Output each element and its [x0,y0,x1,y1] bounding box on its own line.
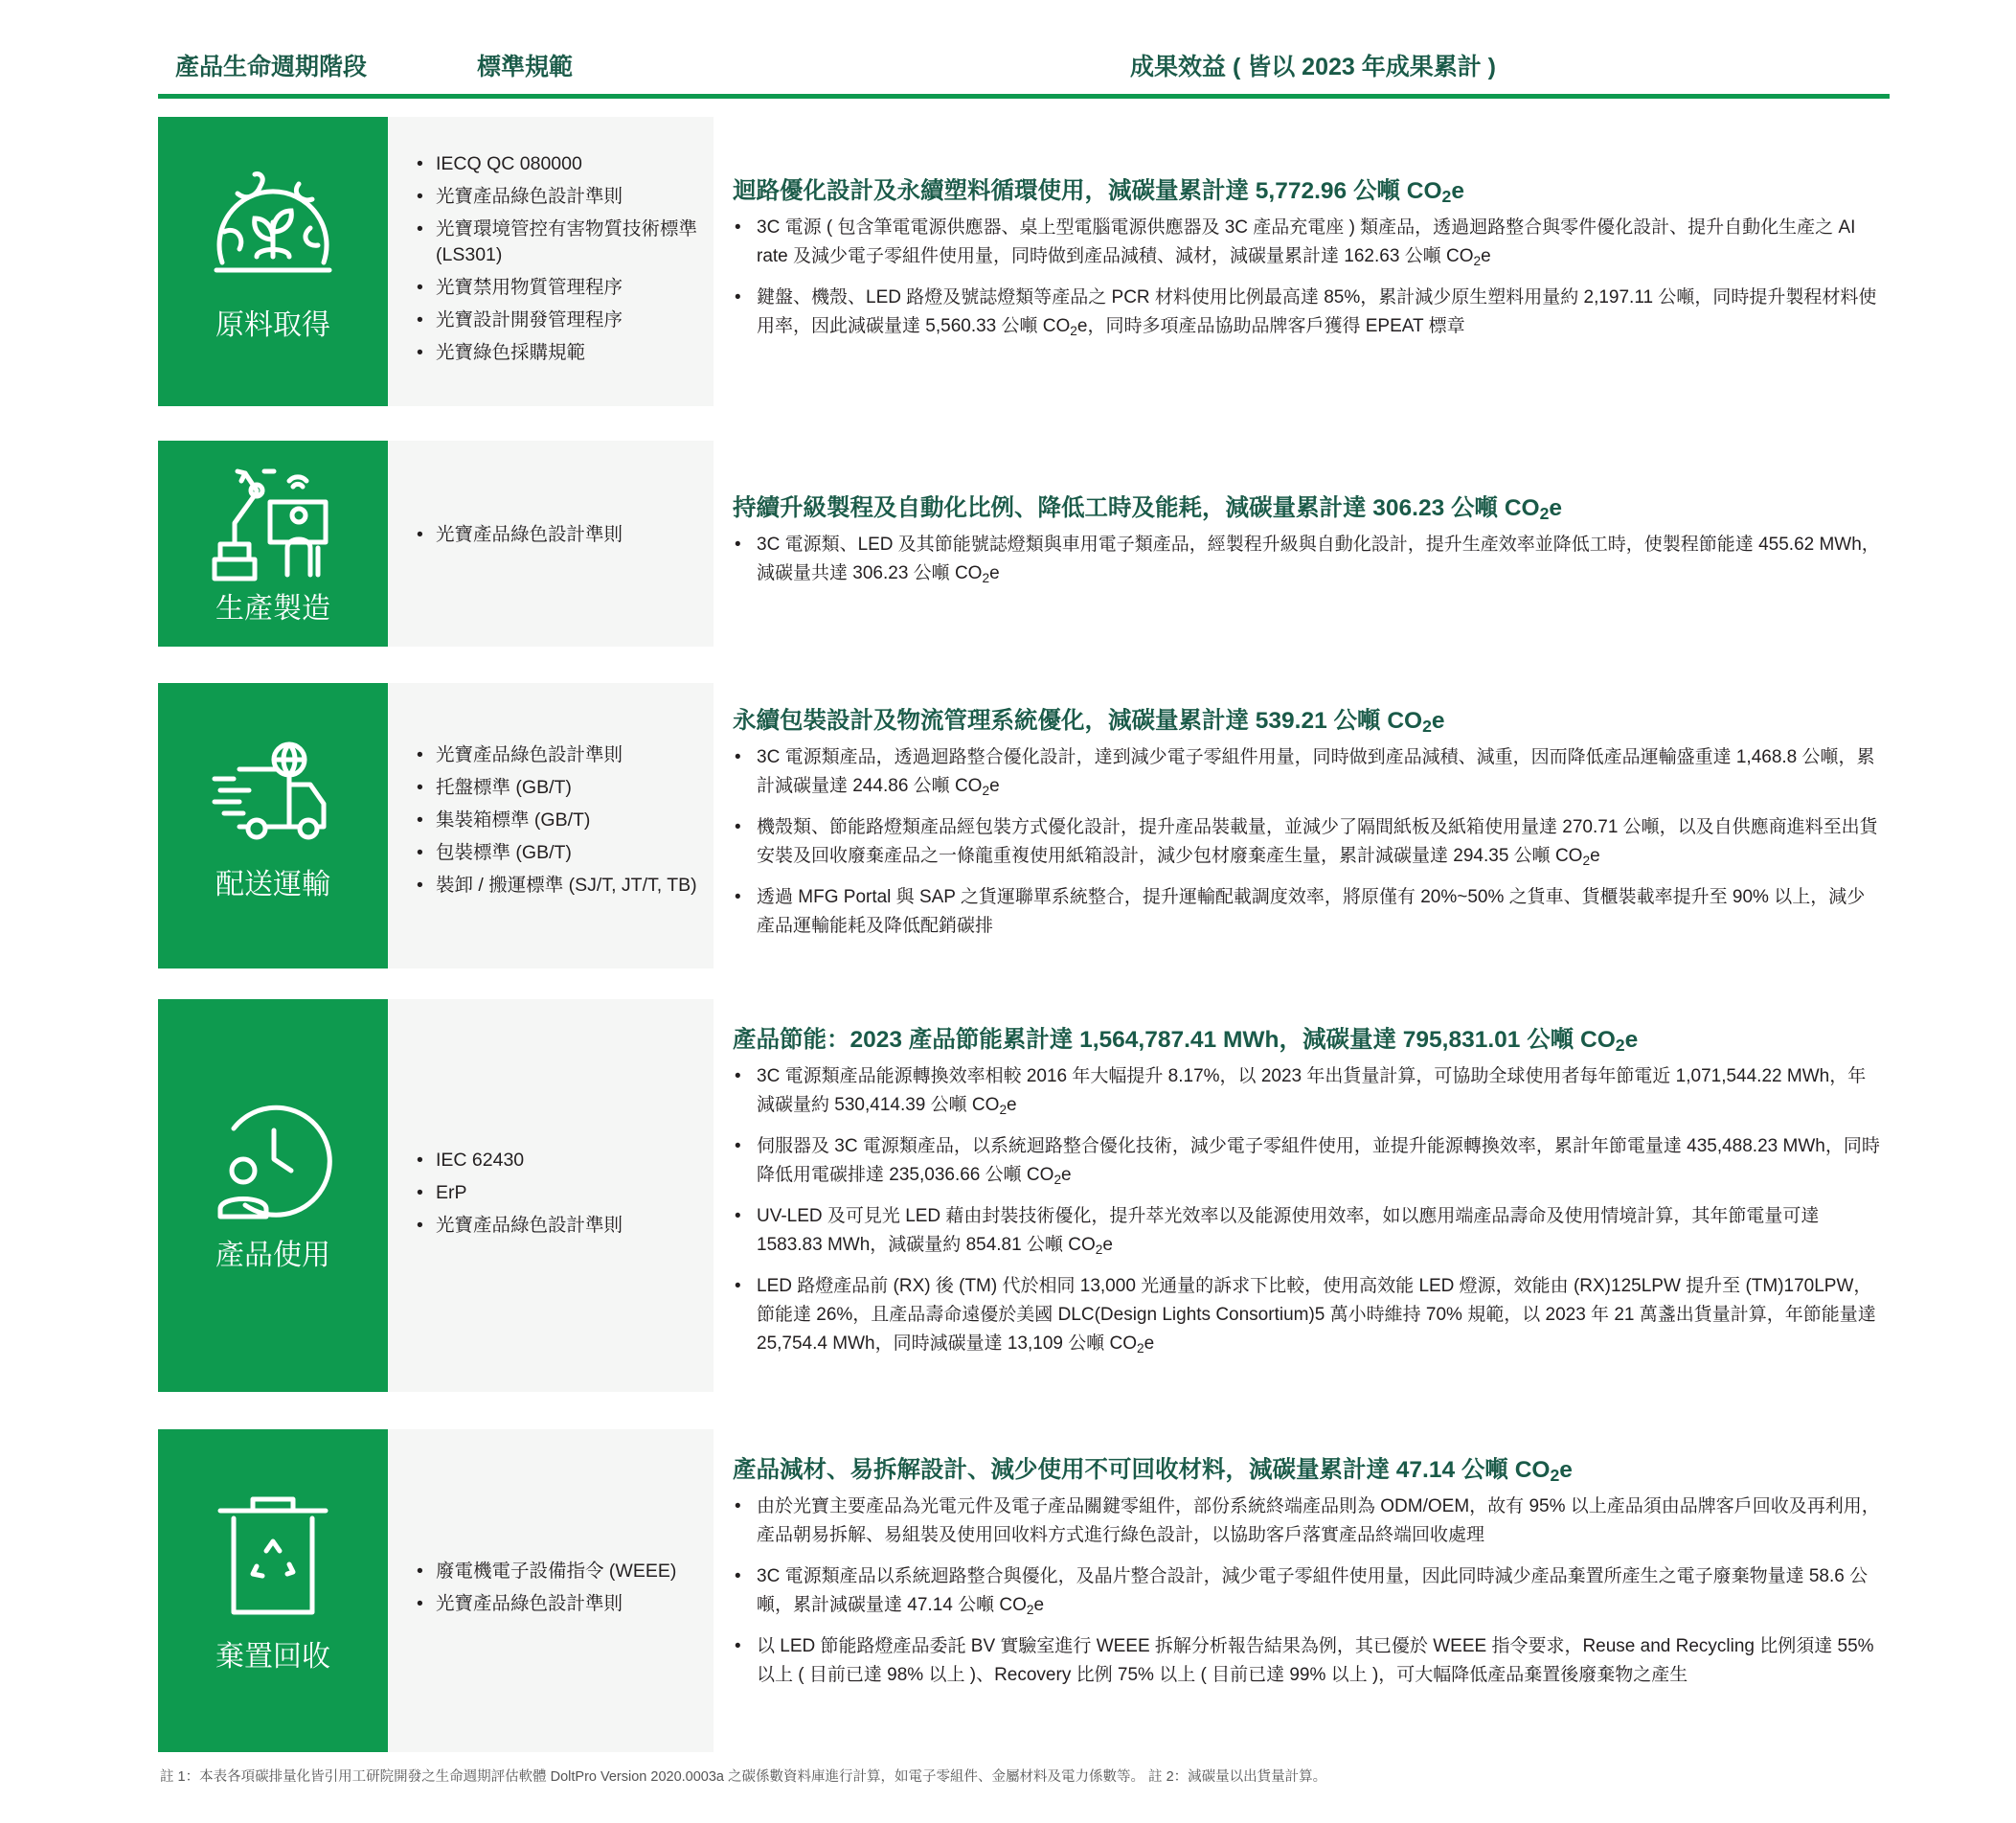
stage-label: 生產製造 [215,593,330,625]
result-title: 迴路優化設計及永續塑料循環使用，減碳量累計達 5,772.96 公噸 CO2e [733,178,1464,206]
results-cell [733,1025,1882,1371]
footnote: 註 1：本表各項碳排量化皆引用工研院開發之生命週期評估軟體 DoltPro Version 2020.0003a 之碳係數資料庫進行計算，如電子零組件、金屬材料及電力係數等。 註 2：減碳量以出貨量計算。 [160,1769,1327,1785]
standards-list [388,1559,714,1624]
standard-item: • 光寶產品綠色設計準則 [417,1213,714,1239]
standard-item: • ErP [417,1180,714,1206]
result-item: • UV-LED 及可見光 LED 藉由封裝技術優化，提升萃光效率以及能源使用效率，如以應用端產品壽命及使用情境計算，其年節電量可達 1583.83 MWh，減碳量約 854.81 公噸 $CO_2e$ [733,1202,1882,1261]
result-title: 產品節能：2023 產品節能累計達 1,564,787.41 MWh，減碳量達 795,831.01 公噸 CO2e [733,1027,1639,1055]
standards-list [388,522,714,555]
stage-label: 原料取得 [215,309,330,341]
result-item: • 3C 電源類、LED 及其節能號誌燈類與車用電子類產品，經製程升級與自動化設計，提升生產效率並降低工時，使製程節能達 455.62 MWh，減碳量共達 306.23 公噸 $CO_2e$ [733,531,1882,589]
standards-list [388,1148,714,1245]
results-cell [733,493,1882,601]
standard-item: • 裝卸 / 搬運標準 (SJ/T, JT/T, TB) [417,873,714,899]
result-item: • 伺服器及 3C 電源類產品，以系統迴路整合優化技術，減少電子零組件使用，並提升能源轉換效率，累計年節電量達 435,488.23 MWh，同時降低用電碳排達 235,036.66 公噸 $CO_2e$ [733,1132,1882,1191]
stage-cell [158,1429,388,1752]
stage-label: 配送運輸 [215,869,330,900]
robot-arm-icon [211,460,335,584]
standard-item: • 光寶產品綠色設計準則 [417,184,714,210]
row-distribution [158,683,1890,968]
standards-cell [388,441,714,647]
header-stage: 產品生命週期階段 [175,54,368,80]
standards-cell [388,117,714,406]
standard-item: • 光寶綠色採購規範 [417,340,714,366]
recycle-bin-icon [211,1492,335,1616]
header-results: 成果效益 ( 皆以 2023 年成果累計 ) [1130,54,1496,80]
result-item: • 由於光寶主要產品為光電元件及電子產品關鍵零組件，部份系統終端產品則為 ODM/OEM，故有 95% 以上產品須由品牌客戶回收及再利用，產品朝易拆解、易組裝及使用回收料方式進行綠色設計，以協助客戶落實產品終端回收處理 [733,1493,1882,1551]
results-cell [733,176,1882,353]
result-item: • 透過 MFG Portal 與 SAP 之貨運聯單系統整合，提升運輸配載調度效率，將原僅有 20%~50% 之貨車、貨櫃裝載率提升至 90% 以上，減少產品運輸能耗及降低配銷碳排 [733,883,1882,942]
result-item: • 以 LED 節能路燈產品委託 BV 實驗室進行 WEEE 拆解分析報告結果為例，其已優於 WEEE 指令要求，Reuse and Recycling 比例須達 55% 以上 ( 目前已達 98% 以上 )、Recovery 比例 75% 以上 ( 目前已達 99% 以上 )，可大幅降低產品棄置後廢棄物之產生 [733,1632,1882,1691]
stage-label: 棄置回收 [215,1641,330,1673]
results-cell [733,1455,1882,1702]
stage-cell [158,441,388,647]
standards-cell [388,683,714,968]
row-product-use [158,999,1890,1392]
stage-label: 產品使用 [215,1240,330,1271]
result-title: 產品減材、易拆解設計、減少使用不可回收材料，減碳量累計達 47.14 公噸 CO2e [733,1457,1573,1485]
standard-item: • 托盤標準 (GB/T) [417,775,714,801]
standards-list [388,742,714,905]
result-item: • 3C 電源類產品能源轉換效率相較 2016 年大幅提升 8.17%，以 2023 年出貨量計算，可協助全球使用者每年節電近 1,071,544.22 MWh，年減碳量約 530,414.39 公噸 $CO_2e$ [733,1062,1882,1121]
result-item: • 鍵盤、機殼、LED 路燈及號誌燈類等產品之 PCR 材料使用比例最高達 85%，累計減少原生塑料用量約 2,197.11 公噸，同時提升製程材料使用率，因此減碳量達 5,560.33 公噸 $CO_2e$，同時多項產品協助品牌客戶獲得 EPEAT 標章 [733,284,1882,342]
standards-list [388,151,714,373]
row-manufacturing [158,441,1890,647]
standard-item: • IEC 62430 [417,1148,714,1174]
result-item: • 機殼類、節能路燈類產品經包裝方式優化設計，提升產品裝載量，並減少了隔間紙板及紙箱使用量達 270.71 公噸，以及自供應商進料至出貨安裝及回收廢棄產品之一條龍重複使用紙箱設計，減少包材廢棄產生量，累計減碳量達 294.35 公噸 $CO_2e$ [733,813,1882,872]
result-list [733,214,1882,342]
header-standards: 標準規範 [477,54,574,80]
table-header [158,38,1890,99]
result-item: • 3C 電源類產品，透過迴路整合優化設計，達到減少電子零組件用量，同時做到產品減積、減重，因而降低產品運輸盛重達 1,468.8 公噸，累計減碳量達 244.86 公噸 $CO_2e$ [733,743,1882,802]
standards-cell [388,999,714,1392]
standard-item: • 光寶產品綠色設計準則 [417,522,714,548]
stage-cell [158,117,388,406]
stage-cell [158,683,388,968]
standard-item: • 光寶環境管控有害物質技術標準 (LS301) [417,216,714,268]
standard-item: • 光寶產品綠色設計準則 [417,742,714,768]
standard-item: • IECQ QC 080000 [417,151,714,177]
result-title: 持續升級製程及自動化比例、降低工時及能耗，減碳量累計達 306.23 公噸 CO2e [733,495,1563,523]
globe-plant-icon [211,165,335,289]
result-title: 永續包裝設計及物流管理系統優化，減碳量累計達 539.21 公噸 CO2e [733,708,1445,736]
result-list [733,1062,1882,1359]
result-list [733,743,1882,942]
standard-item: • 包裝標準 (GB/T) [417,840,714,866]
user-clock-icon [211,1100,335,1224]
standard-item: • 光寶設計開發管理程序 [417,308,714,333]
standards-cell [388,1429,714,1752]
result-item: • 3C 電源 ( 包含筆電電源供應器、桌上型電腦電源供應器及 3C 產品充電座 ) 類產品，透過迴路整合與零件優化設計、提升自動化生產之 AI rate 及減少電子零組件使用量，同時做到產品減積、減材，減碳量累計達 162.63 公噸 $CO_2e$ [733,214,1882,272]
standard-item: • 廢電機電子設備指令 (WEEE) [417,1559,714,1584]
standard-item: • 集裝箱標準 (GB/T) [417,808,714,833]
results-cell [733,706,1882,953]
row-raw-materials [158,117,1890,406]
stage-cell [158,999,388,1392]
result-list [733,531,1882,589]
result-item: • LED 路燈產品前 (RX) 後 (TM) 代於相同 13,000 光通量的訴求下比較，使用高效能 LED 燈源，效能由 (RX)125LPW 提升至 (TM)170LPW，節能達 26%，且產品壽命遠優於美國 DLC(Design Lights Consortium)5 萬小時維持 70% 規範，以 2023 年 21 萬盞出貨量計算，年節能量達 25,754.4 MWh，同時減碳量達 13,109 公噸 $CO_2e$ [733,1272,1882,1359]
result-item: • 3C 電源類產品以系統迴路整合與優化，及晶片整合設計，減少電子零組件使用量，因此同時減少產品棄置所產生之電子廢棄物量達 58.6 公噸，累計減碳量達 47.14 公噸 $CO_2e$ [733,1562,1882,1621]
result-list [733,1493,1882,1691]
row-disposal [158,1429,1890,1752]
delivery-truck-icon [211,731,335,855]
standard-item: • 光寶禁用物質管理程序 [417,275,714,301]
standard-item: • 光寶產品綠色設計準則 [417,1591,714,1617]
